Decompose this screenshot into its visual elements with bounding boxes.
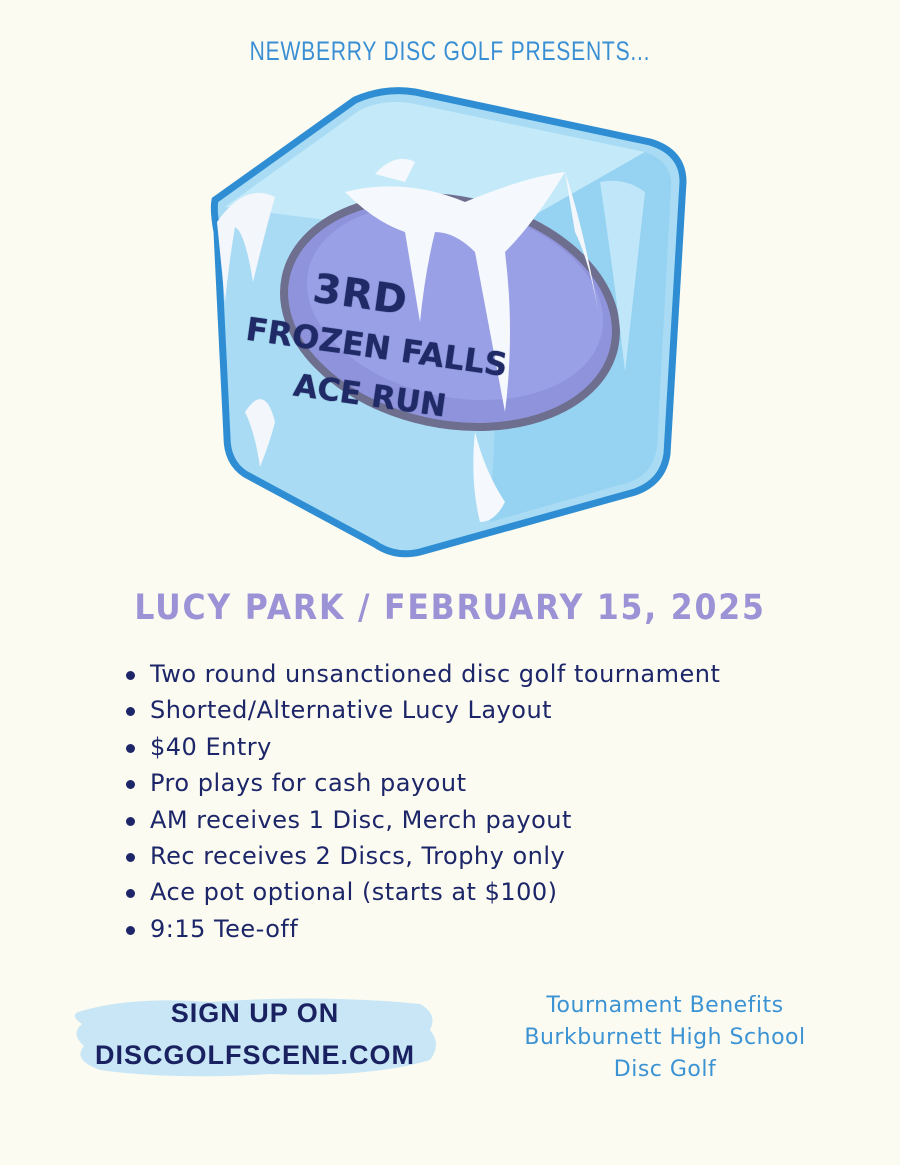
- event-name-line1: FROZEN FALLS: [243, 309, 510, 385]
- list-item: Ace pot optional (starts at $100): [122, 874, 720, 910]
- list-item: $40 Entry: [122, 729, 720, 765]
- details-list: [122, 656, 720, 947]
- signup-callout: [70, 990, 440, 1084]
- edition-label: 3RD: [310, 265, 411, 325]
- signup-text: SIGN UP ON: [170, 998, 340, 1028]
- signup-link[interactable]: DISCGOLFSCENE.COM: [94, 1040, 415, 1070]
- list-item: Pro plays for cash payout: [122, 765, 720, 801]
- list-item: Shorted/Alternative Lucy Layout: [122, 692, 720, 728]
- benefits-line: Disc Golf: [613, 1057, 717, 1082]
- venue-date-heading: LUCY PARK / FEBRUARY 15, 2025: [134, 588, 766, 628]
- benefits-note: [480, 990, 850, 1086]
- event-name-line2: ACE RUN: [291, 367, 449, 425]
- benefits-line: Burkburnett High School: [524, 1025, 806, 1050]
- benefits-line: Tournament Benefits: [546, 993, 784, 1018]
- list-item: 9:15 Tee-off: [122, 911, 720, 947]
- list-item: AM receives 1 Disc, Merch payout: [122, 802, 720, 838]
- list-item: Two round unsanctioned disc golf tournament: [122, 656, 720, 692]
- ice-cube-logo: [205, 82, 695, 562]
- list-item: Rec receives 2 Discs, Trophy only: [122, 838, 720, 874]
- presenter-heading: NEWBERRY DISC GOLF PRESENTS...: [249, 36, 651, 66]
